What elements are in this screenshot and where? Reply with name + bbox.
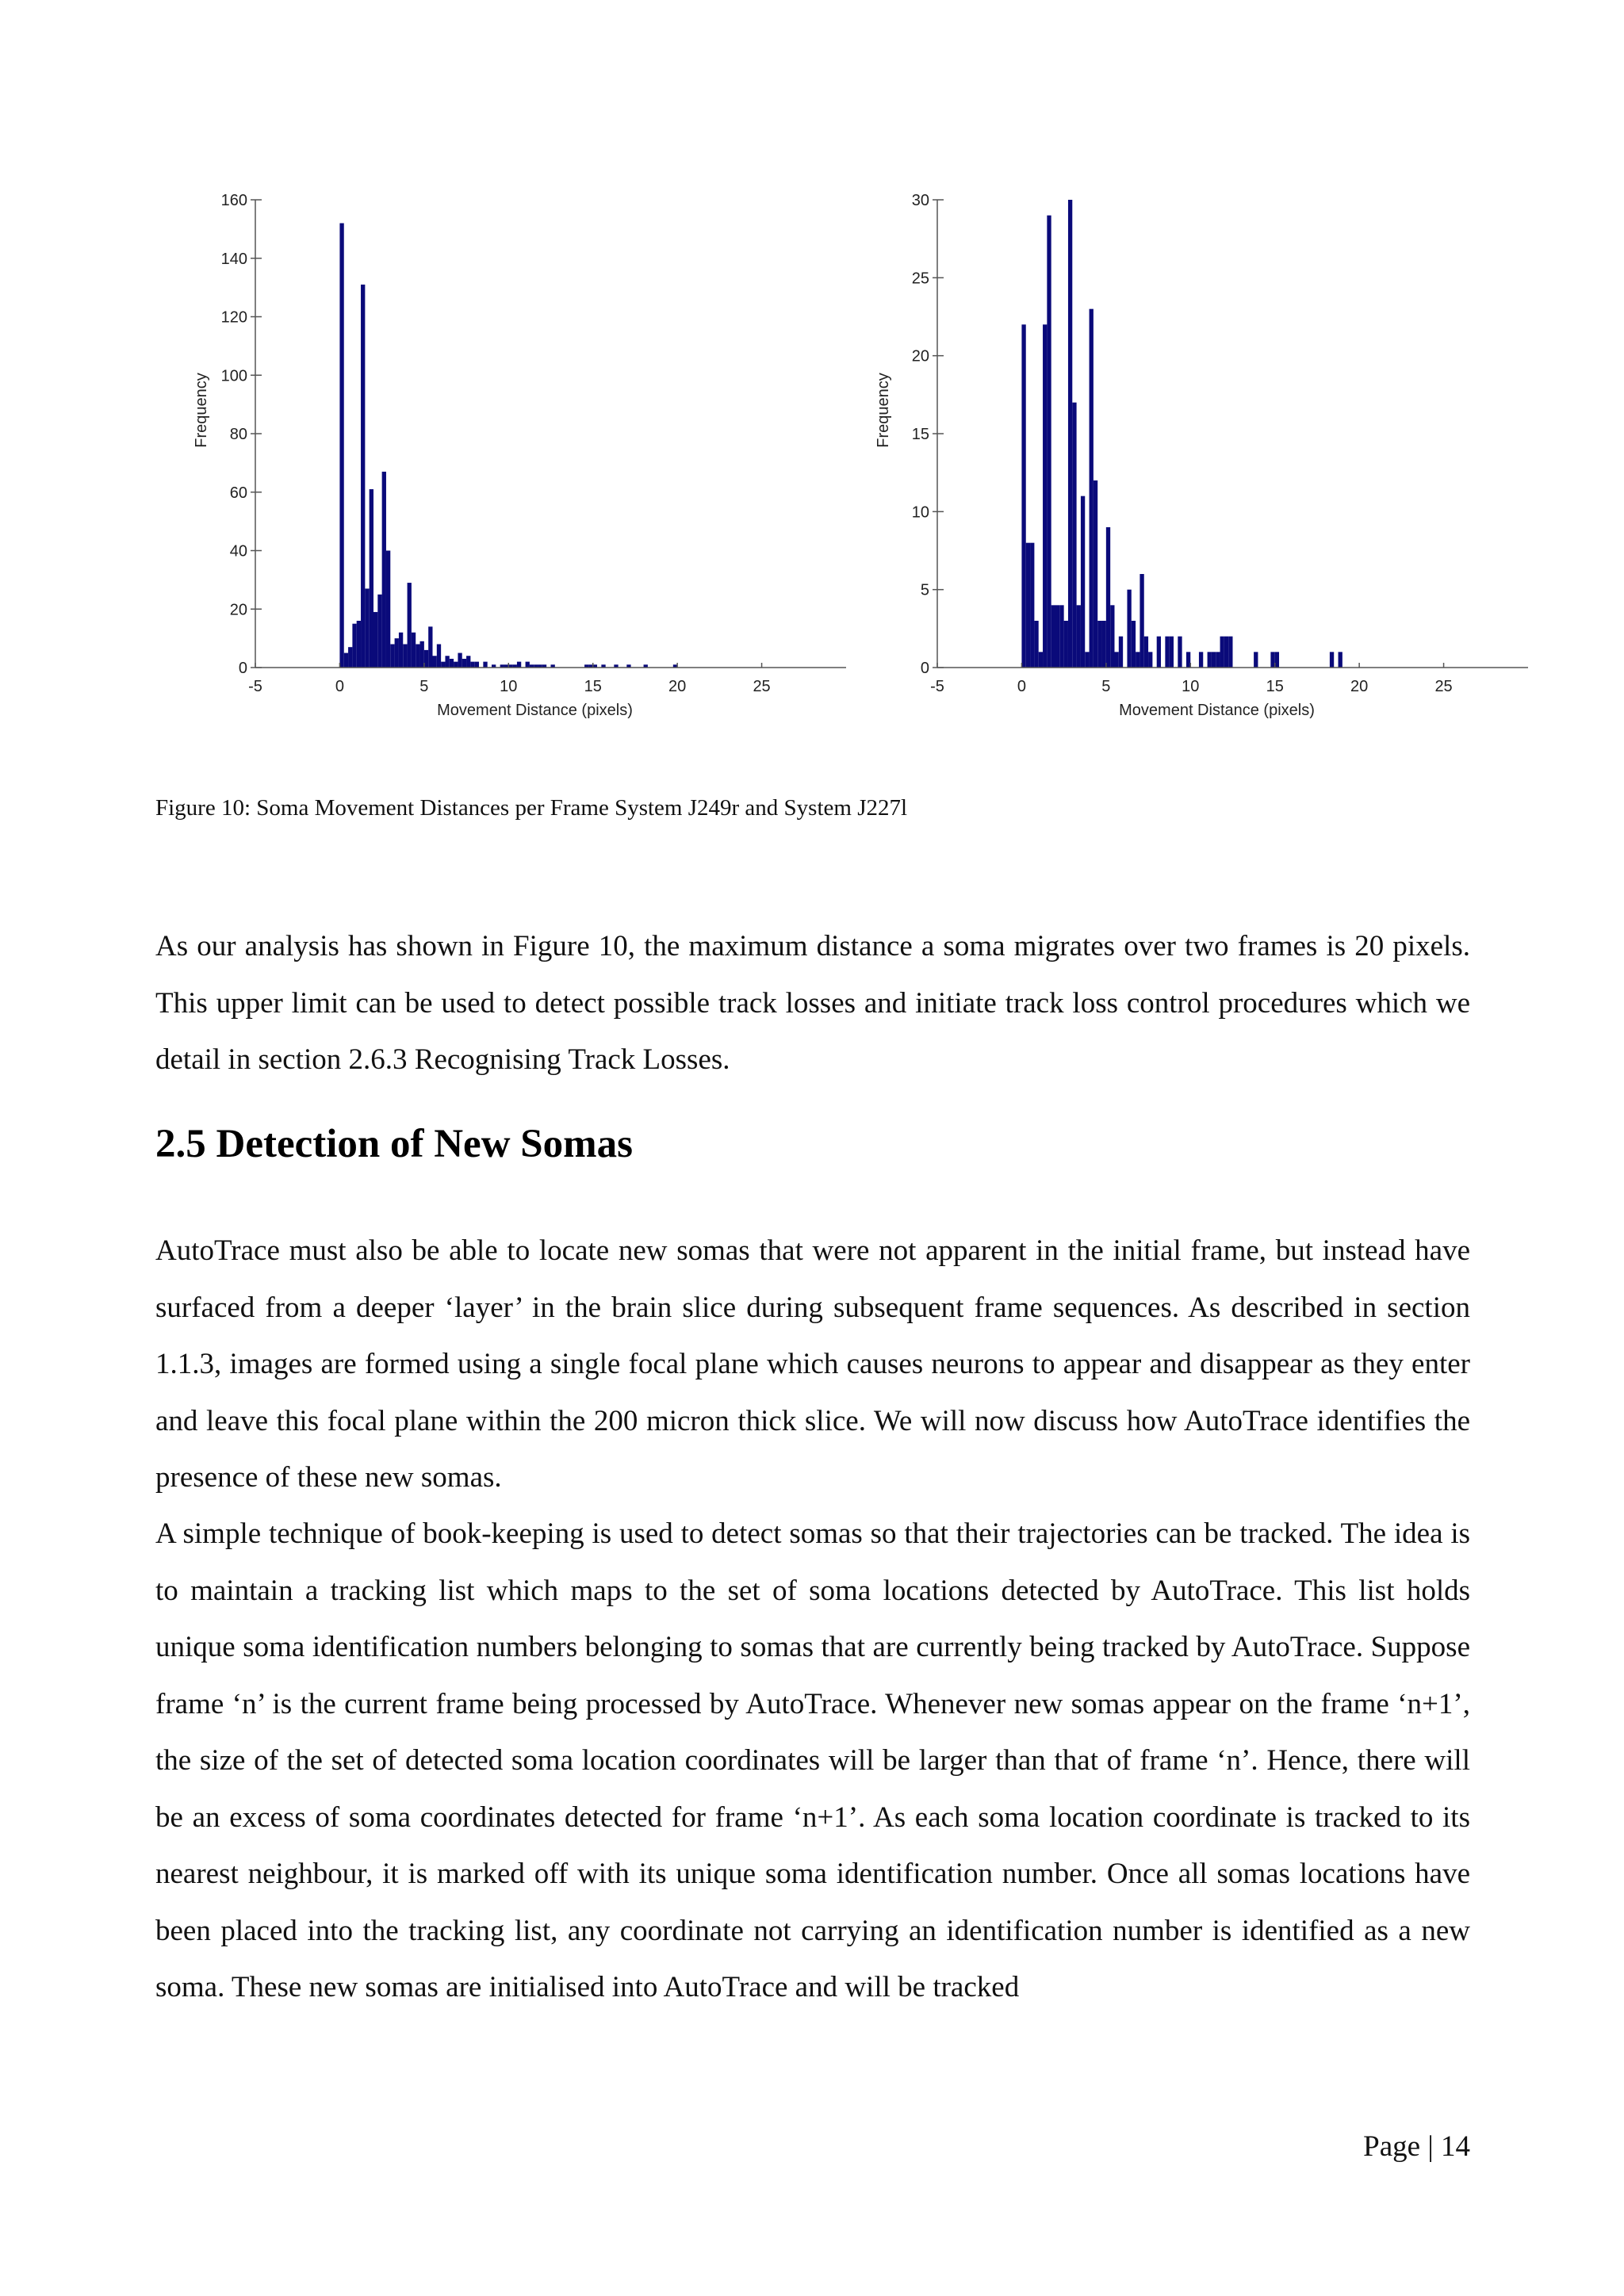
histogram-bar: [352, 624, 356, 668]
y-tick-label: 160: [220, 192, 247, 209]
histogram-bar: [1039, 652, 1043, 668]
x-tick-label: -5: [930, 678, 944, 695]
histogram-bar: [1119, 637, 1123, 668]
histogram-bar: [475, 662, 479, 668]
histogram-bar: [416, 645, 419, 668]
histogram-bar: [1021, 324, 1025, 668]
paragraph-1: As our analysis has shown in Figure 10, the maximum distance a soma migrates over two frames is 20 pixels. This upper limit can be used to detect possible track losses and initiate track loss control procedures which we detail in section 2.6.3 Recognising Track Losses.: [155, 930, 1470, 1076]
x-axis-label: Movement Distance (pixels): [437, 702, 633, 719]
histogram-bar: [1270, 652, 1274, 668]
histogram-bar: [361, 285, 365, 668]
histogram-bar: [412, 633, 416, 668]
x-tick-label: 20: [668, 678, 687, 695]
x-tick-label: 25: [753, 678, 771, 695]
histogram-bar: [1186, 652, 1190, 668]
histogram-bar: [1110, 605, 1114, 668]
histogram-bar: [1030, 543, 1034, 668]
y-tick-label: 40: [229, 542, 247, 561]
histogram-bar: [1136, 652, 1139, 668]
x-tick-label: 20: [1350, 678, 1369, 695]
histogram-bar: [1081, 496, 1085, 668]
y-tick-label: 25: [911, 270, 929, 288]
histogram-bar: [1085, 652, 1089, 668]
y-tick-label: 20: [229, 601, 247, 619]
histogram-bar: [454, 662, 458, 668]
histogram-bar: [1055, 605, 1059, 668]
histogram-bar: [1330, 652, 1334, 668]
y-axis-label: Frequency: [193, 373, 210, 448]
histogram-bar: [445, 656, 449, 668]
x-tick-label: 15: [584, 678, 602, 695]
histogram-bar: [344, 653, 348, 668]
histogram-bar: [370, 489, 373, 668]
histogram-bar: [357, 621, 361, 668]
y-tick-label: 120: [220, 308, 247, 327]
histogram-bar: [1034, 621, 1038, 668]
histogram-bar: [1144, 637, 1148, 668]
histogram-bar: [428, 626, 432, 668]
histogram-bar: [1275, 652, 1279, 668]
y-tick-label: 5: [920, 581, 929, 599]
histogram-bar: [1216, 652, 1220, 668]
x-tick-label: 0: [1017, 678, 1026, 695]
histogram-bar: [483, 662, 487, 668]
histogram-j227l-svg: [864, 182, 1538, 729]
section-heading: 2.5 Detection of New Somas: [155, 1122, 633, 1166]
y-tick-label: 60: [229, 484, 247, 502]
y-tick-label: 140: [220, 250, 247, 268]
histogram-bar: [1059, 605, 1063, 668]
paragraph-2: AutoTrace must also be able to locate new somas that were not apparent in the initial frame, but instead have surfaced from a deeper ‘layer’ in the brain slice during subsequent frame sequences. As described in section 1.1.3, images are formed using a single focal plane which causes neurons to appear and disappear as they enter and leave this focal plane within the 200 micron thick slice. We will now discuss how AutoTrace identifies the presence of these new somas.: [155, 1234, 1470, 1494]
x-tick-label: 0: [335, 678, 344, 695]
histogram-bar: [1212, 652, 1216, 668]
histogram-j249r-svg: [182, 182, 856, 729]
histogram-bar: [1072, 403, 1076, 668]
histogram-bar: [1228, 637, 1232, 668]
histogram-bar: [1068, 200, 1072, 668]
y-axis-label: Frequency: [875, 373, 892, 448]
histogram-bar: [450, 659, 454, 668]
histogram-bar: [1139, 574, 1143, 668]
histogram-bar: [441, 662, 445, 668]
histogram-bar: [1178, 637, 1182, 668]
histogram-bar: [395, 638, 399, 668]
x-tick-label: 5: [1101, 678, 1111, 695]
histogram-bar: [1220, 637, 1224, 668]
histogram-bar: [1127, 590, 1131, 668]
y-tick-label: 0: [920, 660, 929, 677]
histogram-bar: [1097, 621, 1101, 668]
histogram-bar: [1224, 637, 1228, 668]
histogram-bar: [1102, 621, 1106, 668]
histogram-bar: [1170, 637, 1174, 668]
histogram-bar: [1077, 605, 1081, 668]
histogram-bar: [365, 588, 369, 668]
x-axis-label: Movement Distance (pixels): [1119, 702, 1315, 719]
y-tick-label: 10: [911, 503, 929, 522]
x-tick-label: -5: [248, 678, 262, 695]
x-tick-label: 15: [1266, 678, 1284, 695]
histogram-bar: [1339, 652, 1342, 668]
histogram-bar: [466, 656, 470, 668]
histogram-bar: [1026, 543, 1030, 668]
histogram-bar: [424, 650, 428, 668]
histogram-bar: [399, 633, 403, 668]
histogram-bar: [408, 583, 412, 668]
histogram-bar: [470, 662, 474, 668]
y-tick-label: 15: [911, 426, 929, 443]
histogram-bar: [1047, 216, 1051, 668]
y-tick-label: 20: [911, 347, 929, 365]
histogram-bar: [1094, 480, 1097, 668]
y-tick-label: 0: [238, 660, 247, 677]
histogram-bar: [458, 653, 462, 668]
histogram-bar: [1106, 527, 1110, 668]
histogram-bar: [339, 224, 343, 668]
histogram-bar: [1090, 309, 1094, 668]
page-number: Page | 14: [1363, 2130, 1470, 2163]
histogram-bar: [1115, 652, 1119, 668]
x-tick-label: 25: [1434, 678, 1453, 695]
figure-caption: Figure 10: Soma Movement Distances per Frame System J249r and System J227l: [155, 795, 908, 821]
histogram-bar: [403, 645, 407, 668]
histogram-bar: [348, 647, 352, 668]
histogram-bar: [1199, 652, 1203, 668]
histogram-bar: [1051, 605, 1055, 668]
histogram-j227l: [864, 182, 1538, 729]
histogram-bar: [1208, 652, 1212, 668]
y-tick-label: 100: [220, 367, 247, 385]
histogram-bar: [420, 641, 424, 668]
x-tick-label: 5: [419, 678, 429, 695]
histogram-bar: [1254, 652, 1258, 668]
histogram-bar: [1043, 324, 1047, 668]
histogram-bar: [1064, 621, 1068, 668]
histogram-bar: [377, 595, 381, 668]
histogram-j249r: [182, 182, 856, 729]
histogram-bar: [462, 659, 466, 668]
histogram-bar: [437, 645, 441, 668]
histogram-bar: [526, 662, 530, 668]
histogram-bar: [517, 662, 521, 668]
x-tick-label: 10: [500, 678, 518, 695]
histogram-bar: [1165, 637, 1169, 668]
y-tick-label: 80: [229, 426, 247, 443]
histogram-bar: [1148, 652, 1152, 668]
histogram-bar: [433, 656, 437, 668]
y-tick-label: 30: [911, 192, 929, 209]
histogram-bar: [373, 612, 377, 668]
histogram-bar: [382, 472, 386, 668]
histogram-bar: [386, 551, 390, 668]
histogram-bar: [1157, 637, 1161, 668]
histogram-bar: [1132, 621, 1136, 668]
paragraph-3: A simple technique of book-keeping is used to detect somas so that their trajectories can be tracked. The idea is to maintain a tracking list which maps to the set of soma locations detected by AutoTrace. This list holds unique soma identification numbers belonging to somas that are currently being tracked by AutoTrace. Suppose frame ‘n’ is the current frame being processed by AutoTrace. Whenever new somas appear on the frame ‘n+1’, the size of the set of detected soma location coordinates will be larger than that of frame ‘n’. Hence, there will be an excess of soma coordinates detected for frame ‘n+1’. As each soma location coordinate is tracked to its nearest neighbour, it is marked off with its unique soma identification number. Once all somas locations have been placed into the tracking list, any coordinate not carrying an identification number is identified as a new soma. These new somas are initialised into AutoTrace and will be tracked: [155, 1517, 1470, 2003]
histogram-bar: [390, 645, 394, 668]
x-tick-label: 10: [1182, 678, 1200, 695]
